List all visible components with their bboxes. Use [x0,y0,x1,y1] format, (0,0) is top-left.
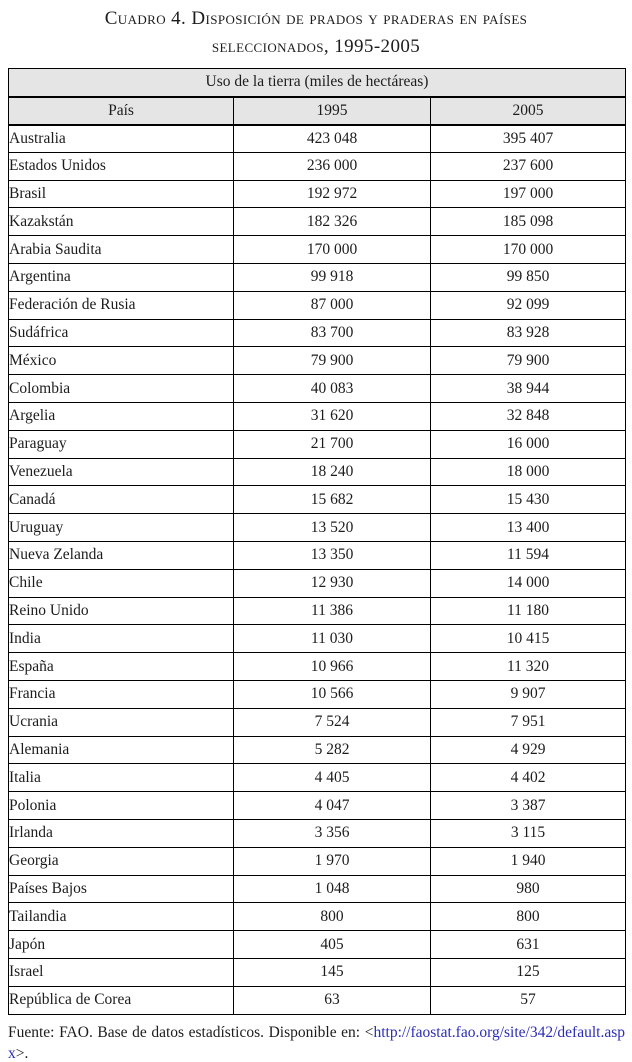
value-1995-cell: 63 [234,986,431,1014]
value-2005-cell: 9 907 [431,681,626,709]
value-1995-cell: 40 083 [234,375,431,403]
table-row [9,319,626,347]
value-1995-cell: 87 000 [234,291,431,319]
table-row [9,542,626,570]
country-cell: México [9,347,234,375]
table-row [9,764,626,792]
value-1995-cell: 11 386 [234,597,431,625]
country-cell: Reino Unido [9,597,234,625]
value-2005-cell: 11 320 [431,653,626,681]
value-2005-cell: 1 940 [431,847,626,875]
value-2005-cell: 18 000 [431,458,626,486]
value-2005-cell: 10 415 [431,625,626,653]
value-1995-cell: 5 282 [234,736,431,764]
table-row [9,792,626,820]
country-cell: Paraguay [9,430,234,458]
value-2005-cell: 32 848 [431,403,626,431]
table-row [9,375,626,403]
value-1995-cell: 405 [234,931,431,959]
value-2005-cell: 125 [431,959,626,987]
table-caption-line-1: Cuadro 4. Disposición de prados y praderas en países [104,8,528,29]
table-row [9,347,626,375]
table-caption [0,0,632,60]
table-row [9,208,626,236]
value-1995-cell: 3 356 [234,820,431,848]
value-1995-cell: 1 970 [234,847,431,875]
value-2005-cell: 79 900 [431,347,626,375]
table-row [9,430,626,458]
source-link[interactable]: http://faostat.fao.org/site/342/default.aspx [8,1023,625,1062]
value-2005-cell: 185 098 [431,208,626,236]
country-cell: Francia [9,681,234,709]
value-2005-cell: 13 400 [431,514,626,542]
value-1995-cell: 15 682 [234,486,431,514]
value-2005-cell: 631 [431,931,626,959]
table-row [9,708,626,736]
value-2005-cell: 16 000 [431,430,626,458]
country-cell: Venezuela [9,458,234,486]
table-row [9,403,626,431]
value-1995-cell: 145 [234,959,431,987]
value-1995-cell: 31 620 [234,403,431,431]
country-cell: Italia [9,764,234,792]
value-2005-cell: 395 407 [431,125,626,153]
country-cell: Países Bajos [9,875,234,903]
column-header-country: País [9,97,234,125]
country-cell: Chile [9,569,234,597]
table-row [9,903,626,931]
value-1995-cell: 423 048 [234,125,431,153]
value-2005-cell: 980 [431,875,626,903]
column-header-2005: 2005 [431,97,626,125]
value-1995-cell: 182 326 [234,208,431,236]
value-1995-cell: 99 918 [234,264,431,292]
value-2005-cell: 237 600 [431,152,626,180]
country-cell: Nueva Zelanda [9,542,234,570]
country-cell: Arabia Saudita [9,236,234,264]
source-note-suffix: >. [15,1044,29,1062]
value-1995-cell: 236 000 [234,152,431,180]
value-2005-cell: 15 430 [431,486,626,514]
table-caption-line-2: seleccionados, 1995-2005 [211,35,421,57]
land-use-table [8,68,626,1015]
value-1995-cell: 18 240 [234,458,431,486]
country-cell: República de Corea [9,986,234,1014]
value-2005-cell: 99 850 [431,264,626,292]
table-row [9,458,626,486]
country-cell: Canadá [9,486,234,514]
country-cell: Australia [9,125,234,153]
value-2005-cell: 7 951 [431,708,626,736]
value-2005-cell: 800 [431,903,626,931]
country-cell: Uruguay [9,514,234,542]
source-note [8,1023,625,1062]
country-cell: Argentina [9,264,234,292]
value-2005-cell: 92 099 [431,291,626,319]
table-row [9,847,626,875]
table-row [9,931,626,959]
table-row [9,514,626,542]
table-spanning-header-row [9,69,626,97]
country-cell: Brasil [9,180,234,208]
value-1995-cell: 170 000 [234,236,431,264]
value-2005-cell: 3 387 [431,792,626,820]
value-1995-cell: 13 350 [234,542,431,570]
table-column-header-row [9,97,626,125]
value-2005-cell: 38 944 [431,375,626,403]
country-cell: Georgia [9,847,234,875]
country-cell: España [9,653,234,681]
value-1995-cell: 4 047 [234,792,431,820]
table-row [9,959,626,987]
table-row [9,152,626,180]
table-row [9,486,626,514]
country-cell: Irlanda [9,820,234,848]
table-row [9,736,626,764]
table-row [9,125,626,153]
value-2005-cell: 197 000 [431,180,626,208]
table-row [9,625,626,653]
value-2005-cell: 57 [431,986,626,1014]
country-cell: Sudáfrica [9,319,234,347]
table-row [9,820,626,848]
value-2005-cell: 170 000 [431,236,626,264]
value-1995-cell: 10 566 [234,681,431,709]
country-cell: Kazakstán [9,208,234,236]
table-row [9,264,626,292]
value-2005-cell: 11 594 [431,542,626,570]
country-cell: Ucrania [9,708,234,736]
country-cell: Estados Unidos [9,152,234,180]
value-1995-cell: 11 030 [234,625,431,653]
value-1995-cell: 4 405 [234,764,431,792]
table-row [9,653,626,681]
country-cell: Israel [9,959,234,987]
value-1995-cell: 800 [234,903,431,931]
value-2005-cell: 14 000 [431,569,626,597]
value-1995-cell: 13 520 [234,514,431,542]
country-cell: Polonia [9,792,234,820]
table-row [9,681,626,709]
country-cell: Argelia [9,403,234,431]
country-cell: Japón [9,931,234,959]
value-1995-cell: 192 972 [234,180,431,208]
table-row [9,875,626,903]
country-cell: Alemania [9,736,234,764]
country-cell: Federación de Rusia [9,291,234,319]
column-header-1995: 1995 [234,97,431,125]
value-1995-cell: 83 700 [234,319,431,347]
value-2005-cell: 4 929 [431,736,626,764]
table-row [9,986,626,1014]
value-2005-cell: 83 928 [431,319,626,347]
value-1995-cell: 79 900 [234,347,431,375]
value-1995-cell: 10 966 [234,653,431,681]
country-cell: India [9,625,234,653]
value-1995-cell: 7 524 [234,708,431,736]
country-cell: Tailandia [9,903,234,931]
table-row [9,236,626,264]
table-row [9,180,626,208]
table-row [9,569,626,597]
source-note-text: Fuente: FAO. Base de datos estadísticos. Disponible en: < [8,1023,374,1041]
value-1995-cell: 21 700 [234,430,431,458]
table-row [9,597,626,625]
value-2005-cell: 4 402 [431,764,626,792]
value-1995-cell: 1 048 [234,875,431,903]
value-2005-cell: 11 180 [431,597,626,625]
value-2005-cell: 3 115 [431,820,626,848]
country-cell: Colombia [9,375,234,403]
table-spanning-header: Uso de la tierra (miles de hectáreas) [9,69,626,97]
table-row [9,291,626,319]
value-1995-cell: 12 930 [234,569,431,597]
